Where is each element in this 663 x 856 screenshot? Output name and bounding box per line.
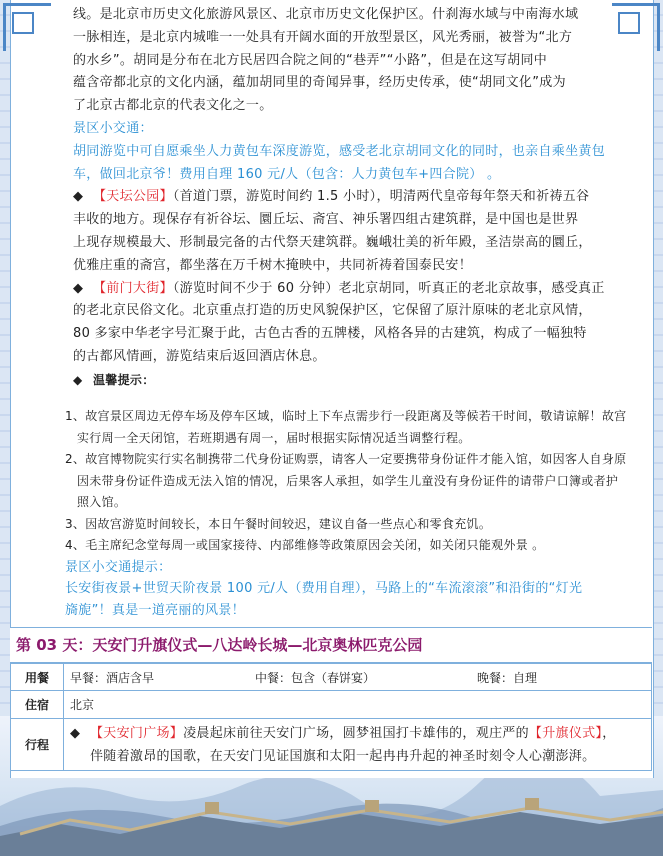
transport-heading: 景区小交通： xyxy=(73,120,153,136)
transport-line: 胡同游览中可自愿乘坐人力黄包车深度游览，感受老北京胡同文化的同时，也亲自乘坐黄包 xyxy=(73,143,606,159)
diamond-bullet-icon: ◆ xyxy=(70,725,81,741)
tip-line: 4、毛主席纪念堂每周一或国家接待、内部维修等政策原因会关闭，如关闭只能观外景 。 xyxy=(65,538,545,552)
tip-line: 1、故宫景区周边无停车场及停车区域，临时上下车点需步行一段距离及等候若干时间，敬请谅解！故宫 xyxy=(65,409,627,423)
tips-heading-row xyxy=(73,369,649,392)
attraction-name: 【升旗仪式】 xyxy=(528,725,603,741)
meals-label: 用餐 xyxy=(11,664,64,691)
attraction-name: 【前门大街】 xyxy=(93,280,173,296)
transport-line: 车，做回北京爷！费用自理 160 元/人（包含：人力黄包车+四合院） 。 xyxy=(73,166,501,182)
itinerary-cell xyxy=(64,719,652,771)
tip-line: 实行周一全天闭馆，若班期遇有周一，届时根据实际情况适当调整行程。 xyxy=(77,430,471,445)
intro-line: 的水乡”。胡同是分布在北方民居四合院之间的“巷弄”“小路”，但是在这写胡同中 xyxy=(73,52,548,68)
diamond-bullet-icon: ◆ xyxy=(73,280,84,296)
itinerary-row xyxy=(11,719,652,771)
breakfast: 早餐：酒店含早 xyxy=(70,670,155,685)
attraction-desc: 的古都风情画，游览结束后返回酒店休息。 xyxy=(73,348,326,364)
attraction-desc: 优雅庄重的斋宫，都坐落在万千树木掩映中，共同祈祷着国泰民安！ xyxy=(73,257,473,273)
corner-ornament xyxy=(3,3,51,51)
attraction-desc: ， xyxy=(602,725,616,741)
intro-line: 一脉相连，是北京内城唯一一处具有开阔水面的开放型景区，风光秀丽，被誉为“北方 xyxy=(73,29,573,45)
attraction-desc: 丰收的地方。现保存有祈谷坛、圜丘坛、斋宫、神乐署四组古建筑群，是中国也是世界 xyxy=(73,212,579,228)
tip-line: 2、故宫博物院实行实名制携带二代身份证购票，请客人一定要携带身份证件才能入馆，如因客人自身原 xyxy=(65,452,627,466)
intro-line: 蕴含帝都北京的文化内涵，蕴加胡同里的奇闻异事，经历史传承，使“胡同文化”成为 xyxy=(73,75,566,91)
attraction-name: 【天坛公园】 xyxy=(93,189,173,205)
tip-line: 因未带身份证件造成无法入馆的情况，后果客人承担，如学生儿童没有身份证件的请带户口簿或者护 xyxy=(77,473,619,488)
tips-list xyxy=(65,406,649,621)
attraction-desc: （游览时间不少于 60 分钟）老北京胡同，听真正的老北京故事，感受真正 xyxy=(172,280,605,296)
transport-line: 长安街夜景+世贸天阶夜景 100 元/人（费用自理），马路上的“车流滚滚”和沿街的“灯光 xyxy=(65,581,583,596)
day-02-content xyxy=(73,4,649,392)
qianmen-item xyxy=(73,278,649,301)
attraction-desc: 上现存规模最大、形制最完备的古代祭天建筑群。巍峨壮美的祈年殿，圣洁崇高的圜丘， xyxy=(73,234,592,250)
intro-line: 了北京古都北京的代表文化之一。 xyxy=(73,98,273,114)
tip-line: 照入馆。 xyxy=(77,495,127,509)
meals-cell xyxy=(64,664,652,691)
attraction-desc: 的老北京民俗文化。北京重点打造的历史风貌保护区，它保留了原汁原味的老北京风情， xyxy=(73,303,592,319)
diamond-bullet-icon: ◆ xyxy=(73,189,84,205)
tip-line: 3、因故宫游览时间较长，本日午餐时间较迟，建议自备一些点心和零食充饥。 xyxy=(65,516,492,531)
diamond-bullet-icon: ◆ xyxy=(73,372,83,387)
lodging-label: 住宿 xyxy=(11,691,64,719)
attraction-desc: 80 多家中华老字号汇聚于此，古色古香的五牌楼，风格各异的古建筑，构成了一幅独特 xyxy=(73,326,587,342)
itinerary-label: 行程 xyxy=(11,719,64,771)
tips-heading: 温馨提示： xyxy=(93,372,155,387)
attraction-name: 【天安门广场】 xyxy=(90,725,184,741)
transport-line: 旖旎”！真是一道亮丽的风景！ xyxy=(65,602,245,618)
lunch: 中餐：包含（春饼宴） xyxy=(255,670,376,685)
meals-row xyxy=(11,664,652,691)
attraction-desc: 伴随着激昂的国歌，在天安门见证国旗和太阳一起冉冉升起的神圣时刻令人心潮澎湃。 xyxy=(90,748,596,764)
day-03-title: 第 03 天：天安门升旗仪式—八达岭长城—北京奥林匹克公园 xyxy=(10,627,652,663)
lodging-value: 北京 xyxy=(64,691,652,719)
transport-heading: 景区小交通提示： xyxy=(65,559,172,575)
attraction-desc: 凌晨起床前往天安门广场，圆梦祖国打卡雄伟的，观庄严的 xyxy=(183,725,529,741)
dinner: 晚餐：自理 xyxy=(477,670,538,685)
corner-ornament xyxy=(612,3,660,51)
attraction-desc: （首道门票，游览时间约 1.5 小时），明清两代皇帝每年祭天和祈祷五谷 xyxy=(172,189,590,205)
temple-of-heaven-item xyxy=(73,186,649,209)
intro-line: 线。是北京市历史文化旅游风景区、北京市历史文化保护区。什刹海水域与中南海水域 xyxy=(73,7,579,22)
lodging-row xyxy=(11,691,652,719)
day-03-details-table xyxy=(10,663,652,771)
